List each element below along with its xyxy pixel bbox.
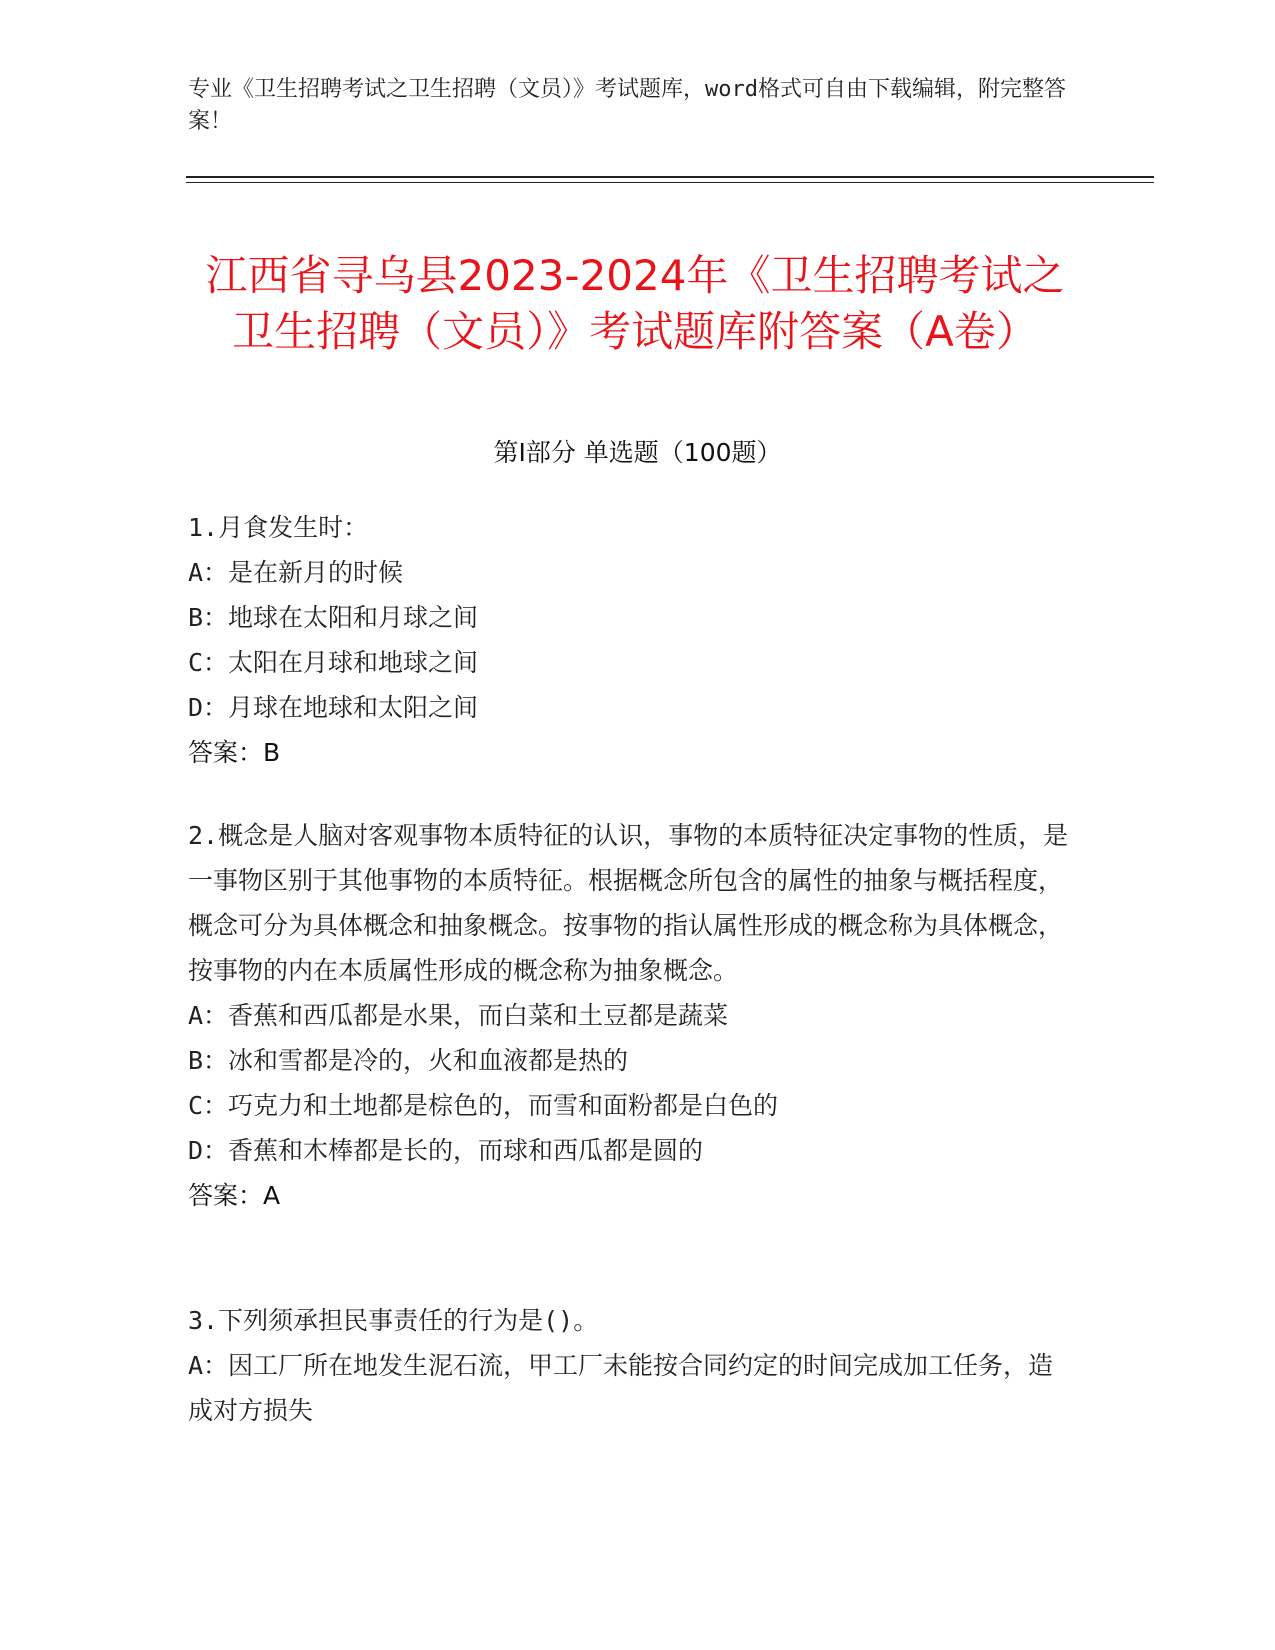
question-stem: 3.下列须承担民事责任的行为是()。 <box>188 1306 599 1335</box>
answer-line: 答案：A <box>188 1181 281 1210</box>
option-d: D：香蕉和木棒都是长的，而球和西瓜都是圆的 <box>188 1136 704 1165</box>
option-a: A：是在新月的时候 <box>188 558 404 587</box>
question-2 <box>188 813 1078 1218</box>
header-divider <box>186 176 1154 178</box>
option-b: B：地球在太阳和月球之间 <box>188 603 479 632</box>
header-note: 专业《卫生招聘考试之卫生招聘（文员）》考试题库，word格式可自由下载编辑，附完整答案！ <box>188 77 1066 134</box>
header-divider-thin <box>186 182 1154 183</box>
option-c: C：太阳在月球和地球之间 <box>188 648 479 677</box>
section-title: 第Ⅰ部分 单选题（100题） <box>493 438 782 467</box>
question-stem: 1.月食发生时： <box>188 513 369 542</box>
option-d: D：月球在地球和太阳之间 <box>188 693 479 722</box>
question-1 <box>188 505 1078 775</box>
question-3 <box>188 1298 1078 1433</box>
option-b: B：冰和雪都是冷的，火和血液都是热的 <box>188 1046 629 1075</box>
option-a: A：因工厂所在地发生泥石流，甲工厂未能按合同约定的时间完成加工任务，造成对方损失 <box>188 1351 1054 1425</box>
document-title: 江西省寻乌县2023-2024年《卫生招聘考试之卫生招聘（文员）》考试题库附答案（A卷） <box>205 251 1065 357</box>
question-stem: 2.概念是人脑对客观事物本质特征的认识，事物的本质特征决定事物的性质，是一事物区别于其他事物的本质特征。根据概念所包含的属性的抽象与概括程度，概念可分为具体概念和抽象概念。按事物的指认属性形成的概念称为具体概念，按事物的内在本质属性形成的概念称为抽象概念。 <box>188 821 1069 985</box>
option-a: A：香蕉和西瓜都是水果，而白菜和土豆都是蔬菜 <box>188 1001 729 1030</box>
answer-line: 答案：B <box>188 738 281 767</box>
option-c: C：巧克力和土地都是棕色的，而雪和面粉都是白色的 <box>188 1091 779 1120</box>
